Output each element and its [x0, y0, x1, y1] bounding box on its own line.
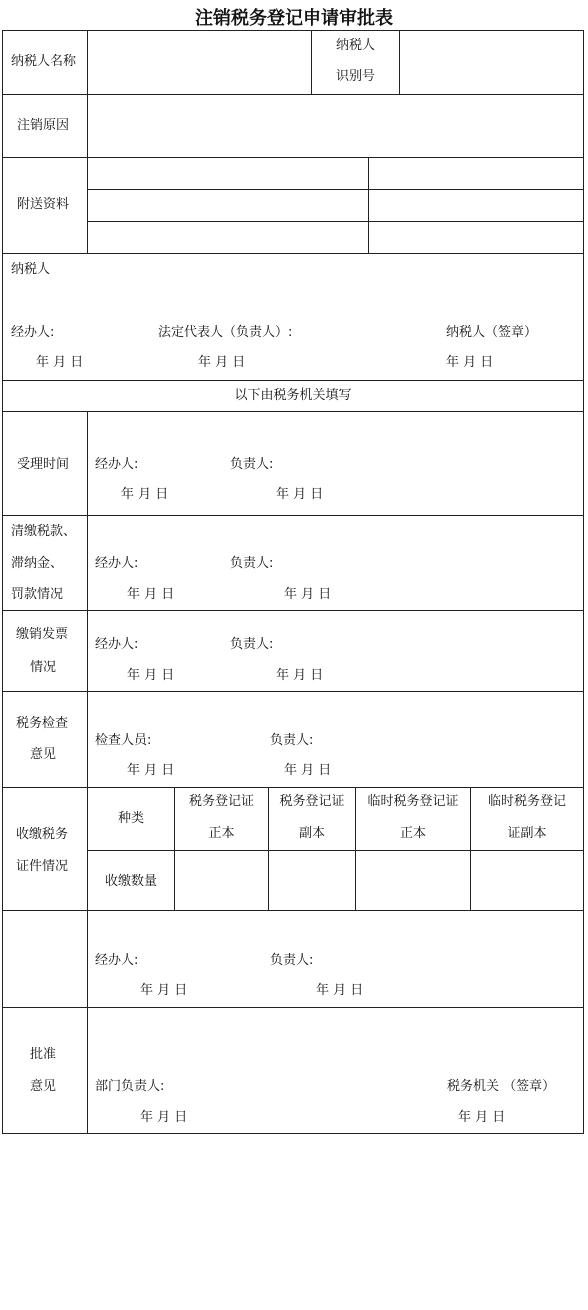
date-field: 年 月 日: [458, 1110, 506, 1125]
grid-line: [2, 787, 584, 788]
handler-label: 经办人:: [95, 556, 139, 571]
taxpayer-seal-label: 纳税人（签章）: [446, 325, 538, 340]
cert-column-header: 正本: [399, 826, 426, 841]
tax-payment-label-line2: 滞纳金、: [11, 556, 64, 571]
grid-line: [2, 610, 584, 611]
date-field: 年 月 日: [198, 355, 246, 370]
tax-authority-seal-label: 税务机关 （签章）: [447, 1079, 556, 1094]
date-field: 年 月 日: [140, 1110, 188, 1125]
grid-line: [2, 94, 584, 95]
responsible-label: 负责人:: [230, 457, 274, 472]
inspection-label-line2: 意见: [30, 747, 57, 762]
accept-time-label: 受理时间: [17, 457, 70, 472]
certificates-label-line1: 收缴税务: [16, 827, 69, 842]
reason-label: 注销原因: [17, 118, 70, 133]
grid-line: [399, 30, 400, 95]
cert-column-header: 税务登记证: [279, 794, 345, 809]
grid-line: [2, 515, 584, 516]
inspector-label: 检查人员:: [95, 733, 152, 748]
taxpayer-id-label-line1: 纳税人: [335, 38, 375, 53]
date-field: 年 月 日: [127, 763, 175, 778]
grid-line: [368, 157, 369, 254]
invoice-label-line2: 情况: [30, 660, 57, 675]
certificates-label-line2: 证件情况: [16, 859, 69, 874]
grid-line: [2, 1007, 584, 1008]
approval-label-line2: 意见: [30, 1079, 57, 1094]
page-title: 注销税务登记申请审批表: [195, 8, 393, 29]
cert-column-header: 副本: [298, 826, 325, 841]
date-field: 年 月 日: [121, 487, 169, 502]
cert-column-header: 证副本: [507, 826, 547, 841]
grid-line: [2, 157, 584, 158]
grid-line: [88, 189, 584, 190]
date-field: 年 月 日: [446, 355, 494, 370]
date-field: 年 月 日: [140, 983, 188, 998]
date-field: 年 月 日: [36, 355, 84, 370]
grid-line: [2, 411, 584, 412]
tax-payment-label-line1: 清缴税款、: [11, 524, 77, 539]
inspection-label-line1: 税务检查: [16, 716, 69, 731]
grid-line: [88, 221, 584, 222]
grid-line: [88, 850, 584, 851]
grid-line: [87, 30, 88, 254]
date-field: 年 月 日: [284, 587, 332, 602]
taxpayer-id-label-line2: 识别号: [335, 69, 375, 84]
authority-header: 以下由税务机关填写: [234, 388, 352, 403]
responsible-label: 负责人:: [230, 556, 274, 571]
legal-rep-label: 法定代表人（负责人）:: [158, 325, 293, 340]
tax-payment-label-line3: 罚款情况: [11, 587, 64, 602]
attachments-label: 附送资料: [17, 197, 70, 212]
dept-head-label: 部门负责人:: [95, 1079, 165, 1094]
grid-line: [2, 910, 584, 911]
invoice-label-line1: 缴销发票: [16, 627, 69, 642]
handler-label: 经办人:: [95, 637, 139, 652]
taxpayer-name-label: 纳税人名称: [11, 54, 77, 69]
cert-kind-label: 种类: [117, 811, 144, 826]
cert-column-header: 临时税务登记: [487, 794, 566, 809]
handler-label: 经办人:: [95, 457, 139, 472]
cert-column-header: 税务登记证: [188, 794, 254, 809]
date-field: 年 月 日: [284, 763, 332, 778]
grid-line: [2, 30, 584, 31]
grid-line: [2, 1133, 584, 1134]
handler-label: 经办人:: [95, 953, 139, 968]
grid-line: [2, 253, 584, 254]
date-field: 年 月 日: [127, 668, 175, 683]
grid-line: [2, 691, 584, 692]
responsible-label: 负责人:: [270, 953, 314, 968]
taxpayer-handler-label: 经办人:: [11, 325, 55, 340]
grid-line: [2, 380, 584, 381]
responsible-label: 负责人:: [230, 637, 274, 652]
grid-line: [2, 30, 3, 1134]
date-field: 年 月 日: [127, 587, 175, 602]
date-field: 年 月 日: [316, 983, 364, 998]
grid-line: [87, 411, 88, 1134]
cert-column-header: 临时税务登记证: [367, 794, 459, 809]
taxpayer-section-label: 纳税人: [11, 262, 51, 277]
approval-label-line1: 批准: [30, 1047, 57, 1062]
date-field: 年 月 日: [276, 668, 324, 683]
date-field: 年 月 日: [276, 487, 324, 502]
responsible-label: 负责人:: [270, 733, 314, 748]
cert-column-header: 正本: [208, 826, 235, 841]
grid-line: [583, 30, 584, 1134]
cert-count-label: 收缴数量: [104, 874, 157, 889]
